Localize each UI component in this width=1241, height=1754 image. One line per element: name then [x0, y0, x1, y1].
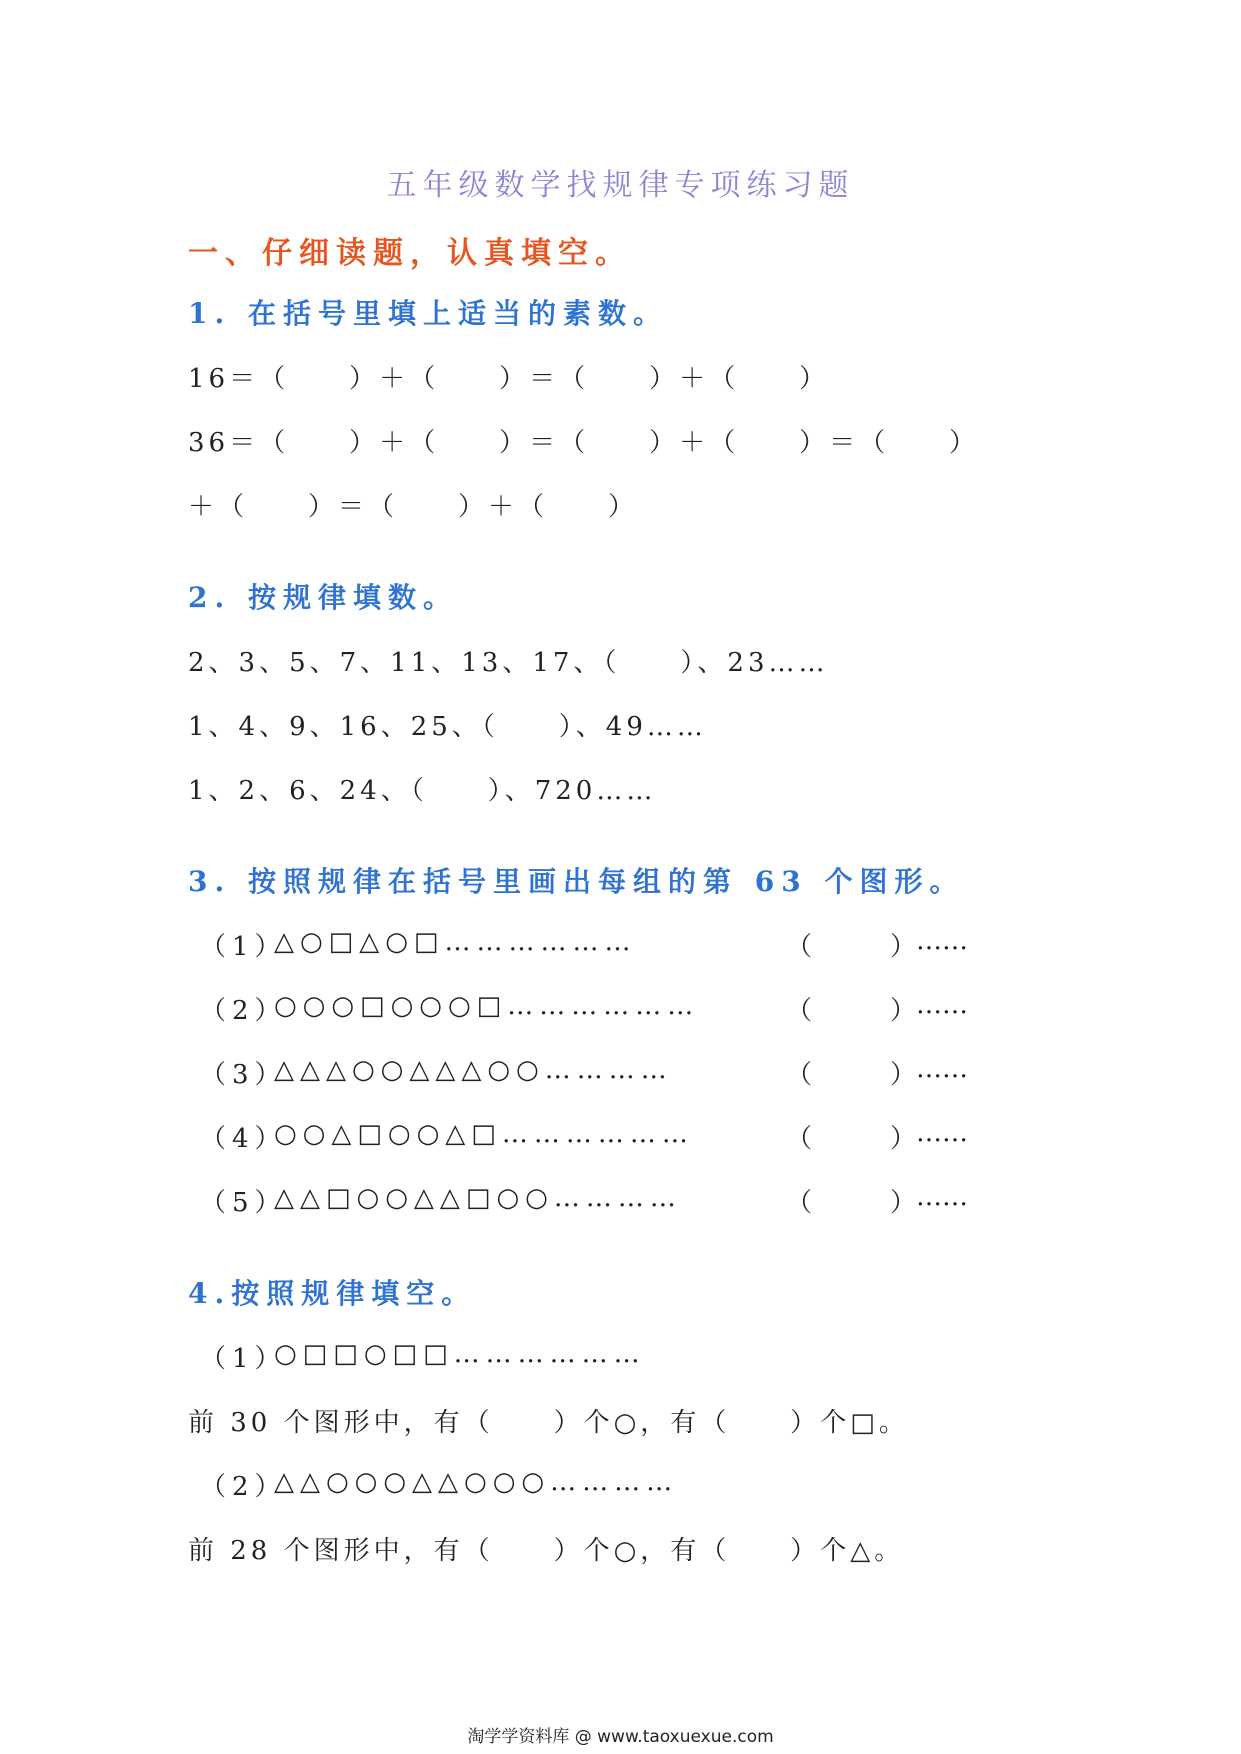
question-2-line: 1、4、9、16、25、（ ）、49……	[188, 712, 707, 742]
row-label: （2）	[200, 996, 287, 1026]
ellipsis: ……	[916, 926, 968, 956]
shape-sequence: △△○○○△△○○○…………	[274, 1467, 679, 1497]
question-4-heading: 4.按照规律填空。	[188, 1277, 477, 1310]
shape-sequence: ○□□○□□………………	[274, 1339, 646, 1369]
row-label: （1）	[200, 932, 287, 962]
ellipsis: ……	[916, 1054, 968, 1084]
question-1-line: 36＝（ ）＋（ ）＝（ ）＋（ ）＝（ ）	[188, 428, 980, 458]
shape-sequence: ○○○□○○○□………………	[274, 991, 700, 1021]
page-title: 五年级数学找规律专项练习题	[386, 168, 855, 203]
shape-sequence: △○□△○□………………	[274, 927, 637, 957]
answer-blank: （ ）	[786, 996, 917, 1026]
question-3-heading: 3. 按照规律在括号里画出每组的第 63 个图形。	[188, 865, 965, 898]
section-heading: 一、仔细读题，认真填空。	[188, 236, 632, 271]
answer-blank: （ ）	[786, 1188, 917, 1218]
row-label: （5）	[200, 1188, 287, 1218]
answer-blank: （ ）	[786, 1124, 917, 1154]
shape-sequence: ○○△□○○△□………………	[274, 1119, 694, 1149]
row-label: （3）	[200, 1060, 287, 1090]
question-2-line: 1、2、6、24、（ ）、720……	[188, 776, 657, 806]
shape-sequence: △△□○○△△□○○…………	[274, 1183, 682, 1213]
answer-blank: （ ）	[786, 932, 917, 962]
ellipsis: ……	[916, 1182, 968, 1212]
question-2-heading: 2. 按规律填数。	[188, 581, 458, 614]
answer-blank: （ ）	[786, 1060, 917, 1090]
row-label: （2）	[200, 1472, 287, 1502]
question-2-line: 2、3、5、7、11、13、17、（ ）、23……	[188, 648, 829, 678]
ellipsis: ……	[916, 990, 968, 1020]
question-1-line: 16＝（ ）＋（ ）＝（ ）＋（ ）	[188, 364, 830, 394]
row-label: （4）	[200, 1124, 287, 1154]
ellipsis: ……	[916, 1118, 968, 1148]
row-label: （1）	[200, 1344, 287, 1374]
question-4-line: 前 28 个图形中，有（ ）个○，有（ ）个△。	[188, 1536, 905, 1566]
footer-watermark: 淘学学资料库 @ www.taoxuexue.com	[467, 1727, 774, 1747]
shape-sequence: △△△○○△△△○○…………	[274, 1055, 673, 1085]
question-1-line: ＋（ ）＝（ ）＋（ ）	[188, 492, 639, 522]
question-4-line: 前 30 个图形中，有（ ）个○，有（ ）个□。	[188, 1408, 909, 1438]
question-1-heading: 1. 在括号里填上适当的素数。	[188, 297, 668, 330]
